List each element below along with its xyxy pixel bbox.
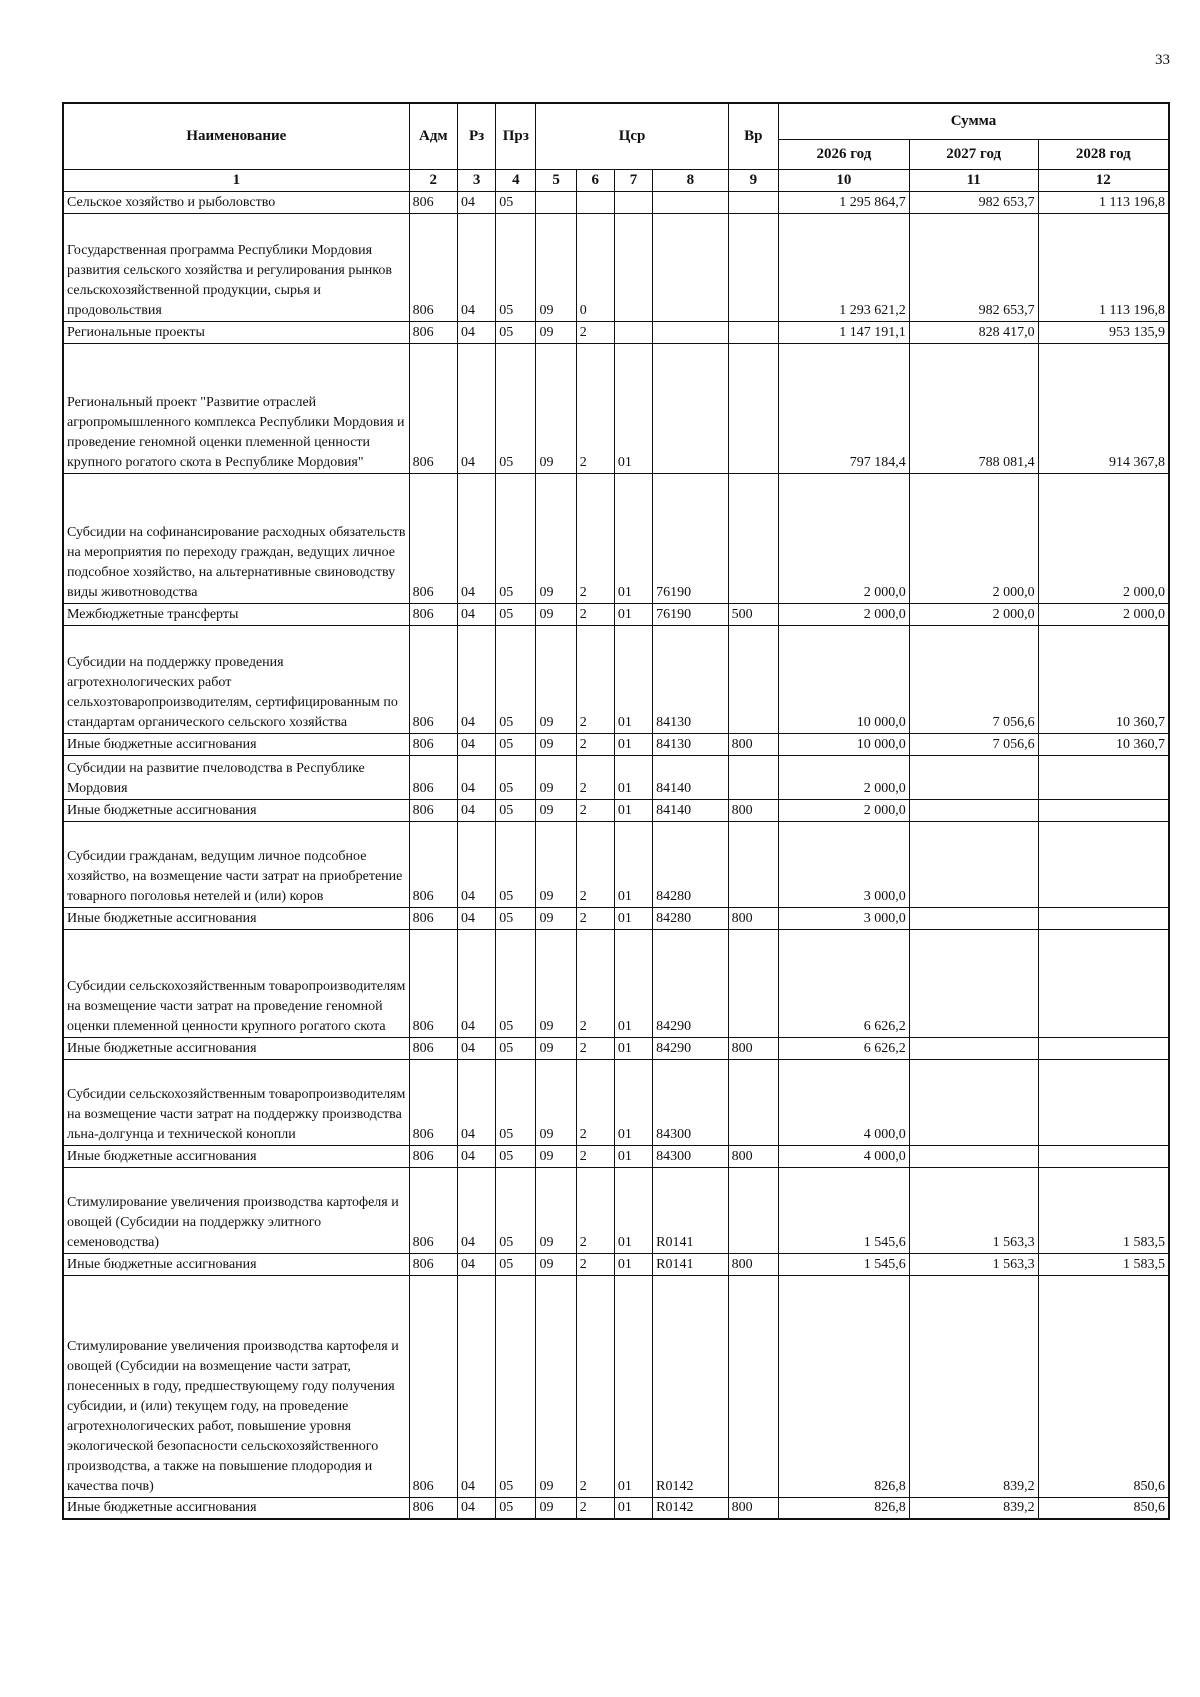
cell-rz: 04 — [457, 1497, 495, 1519]
cell-prz: 05 — [496, 473, 536, 603]
cell-sum-2026: 826,8 — [778, 1497, 909, 1519]
row-name: Стимулирование увеличения производства картофеля и овощей (Субсидии на возмещение части затрат, понесенных в году, предшествующему году получения субсидии, и (или) текущем году, на проведение агротехнологических работ, повышение уровня экологической безопасности сельскохозяйственного производства, а также на повышение плодородия и качества почв) — [63, 1275, 409, 1497]
header-csr: Цср — [536, 103, 728, 169]
header-summa: Сумма — [778, 103, 1169, 139]
cell-csr-5: 09 — [536, 1059, 576, 1145]
cell-sum-2028 — [1038, 799, 1169, 821]
cell-rz: 04 — [457, 191, 495, 213]
cell-rz: 04 — [457, 1167, 495, 1253]
table-row — [63, 625, 1169, 733]
cell-vr — [728, 1275, 778, 1497]
cell-vr: 800 — [728, 1497, 778, 1519]
table-row — [63, 907, 1169, 929]
cell-adm: 806 — [409, 755, 457, 799]
cell-sum-2027: 828 417,0 — [909, 321, 1038, 343]
cell-adm: 806 — [409, 603, 457, 625]
cell-csr-8 — [653, 321, 729, 343]
cell-csr-5: 09 — [536, 473, 576, 603]
cell-csr-7: 01 — [614, 1275, 652, 1497]
row-name: Иные бюджетные ассигнования — [63, 1253, 409, 1275]
cell-csr-7: 01 — [614, 733, 652, 755]
cell-sum-2028: 1 583,5 — [1038, 1167, 1169, 1253]
row-name: Иные бюджетные ассигнования — [63, 907, 409, 929]
cell-rz: 04 — [457, 603, 495, 625]
cell-csr-7: 01 — [614, 1145, 652, 1167]
cell-csr-8 — [653, 213, 729, 321]
cell-csr-7: 01 — [614, 1037, 652, 1059]
cell-prz: 05 — [496, 755, 536, 799]
table-row — [63, 799, 1169, 821]
cell-sum-2027: 7 056,6 — [909, 625, 1038, 733]
cell-sum-2027: 2 000,0 — [909, 473, 1038, 603]
cell-csr-6: 2 — [576, 1167, 614, 1253]
cell-sum-2026: 10 000,0 — [778, 625, 909, 733]
column-number: 7 — [614, 169, 652, 191]
cell-prz: 05 — [496, 929, 536, 1037]
row-name: Региональные проекты — [63, 321, 409, 343]
cell-sum-2026: 2 000,0 — [778, 799, 909, 821]
header-year-2027: 2027 год — [909, 139, 1038, 169]
cell-rz: 04 — [457, 929, 495, 1037]
cell-csr-7: 01 — [614, 603, 652, 625]
table-row — [63, 1037, 1169, 1059]
table-row — [63, 603, 1169, 625]
table-row — [63, 191, 1169, 213]
header-year-2026: 2026 год — [778, 139, 909, 169]
cell-prz: 05 — [496, 1497, 536, 1519]
column-number-row — [63, 169, 1169, 191]
cell-rz: 04 — [457, 343, 495, 473]
column-number: 11 — [909, 169, 1038, 191]
row-name: Иные бюджетные ассигнования — [63, 1037, 409, 1059]
cell-csr-6: 2 — [576, 625, 614, 733]
cell-csr-7: 01 — [614, 821, 652, 907]
cell-rz: 04 — [457, 799, 495, 821]
row-name: Субсидии на поддержку проведения агротехнологических работ сельхозтоваропроизводителям, сертифицированным по стандартам органического сельского хозяйства — [63, 625, 409, 733]
cell-csr-8: 76190 — [653, 473, 729, 603]
header-name: Наименование — [63, 103, 409, 169]
table-row — [63, 733, 1169, 755]
cell-csr-5: 09 — [536, 1275, 576, 1497]
cell-adm: 806 — [409, 1145, 457, 1167]
cell-vr: 800 — [728, 907, 778, 929]
column-number: 5 — [536, 169, 576, 191]
cell-prz: 05 — [496, 343, 536, 473]
table-row — [63, 321, 1169, 343]
cell-sum-2028 — [1038, 1145, 1169, 1167]
cell-vr — [728, 1059, 778, 1145]
header-adm: Адм — [409, 103, 457, 169]
cell-csr-6: 2 — [576, 733, 614, 755]
cell-csr-6: 2 — [576, 603, 614, 625]
cell-sum-2028: 2 000,0 — [1038, 603, 1169, 625]
row-name: Сельское хозяйство и рыболовство — [63, 191, 409, 213]
cell-prz: 05 — [496, 907, 536, 929]
cell-adm: 806 — [409, 191, 457, 213]
table-row — [63, 821, 1169, 907]
cell-sum-2028 — [1038, 821, 1169, 907]
cell-csr-8: 84140 — [653, 799, 729, 821]
column-number: 6 — [576, 169, 614, 191]
cell-adm: 806 — [409, 929, 457, 1037]
row-name: Иные бюджетные ассигнования — [63, 1145, 409, 1167]
cell-vr: 800 — [728, 1037, 778, 1059]
cell-csr-6: 2 — [576, 1497, 614, 1519]
row-name: Субсидии на развитие пчеловодства в Республике Мордовия — [63, 755, 409, 799]
table-row — [63, 1167, 1169, 1253]
cell-adm: 806 — [409, 799, 457, 821]
cell-csr-8: R0142 — [653, 1497, 729, 1519]
row-name: Государственная программа Республики Мордовия развития сельского хозяйства и регулирования рынков сельскохозяйственной продукции, сырья и продовольствия — [63, 213, 409, 321]
cell-sum-2028: 2 000,0 — [1038, 473, 1169, 603]
cell-sum-2027: 982 653,7 — [909, 213, 1038, 321]
cell-csr-7: 01 — [614, 1497, 652, 1519]
cell-csr-5: 09 — [536, 343, 576, 473]
cell-sum-2027: 839,2 — [909, 1275, 1038, 1497]
cell-rz: 04 — [457, 1275, 495, 1497]
column-number: 3 — [457, 169, 495, 191]
cell-csr-7: 01 — [614, 1059, 652, 1145]
cell-csr-6: 2 — [576, 1145, 614, 1167]
table-row — [63, 473, 1169, 603]
cell-sum-2026: 3 000,0 — [778, 907, 909, 929]
cell-csr-5: 09 — [536, 1145, 576, 1167]
cell-sum-2028: 10 360,7 — [1038, 733, 1169, 755]
cell-prz: 05 — [496, 1253, 536, 1275]
cell-rz: 04 — [457, 907, 495, 929]
cell-sum-2026: 6 626,2 — [778, 1037, 909, 1059]
cell-csr-8: 84300 — [653, 1059, 729, 1145]
table-row — [63, 1059, 1169, 1145]
cell-sum-2027 — [909, 755, 1038, 799]
cell-sum-2027 — [909, 1037, 1038, 1059]
cell-sum-2028 — [1038, 1059, 1169, 1145]
cell-sum-2026: 797 184,4 — [778, 343, 909, 473]
cell-adm: 806 — [409, 1037, 457, 1059]
cell-vr: 800 — [728, 1253, 778, 1275]
cell-csr-6: 2 — [576, 473, 614, 603]
cell-csr-5: 09 — [536, 1037, 576, 1059]
cell-adm: 806 — [409, 821, 457, 907]
cell-vr — [728, 473, 778, 603]
cell-csr-5: 09 — [536, 755, 576, 799]
table-row — [63, 1275, 1169, 1497]
column-number: 2 — [409, 169, 457, 191]
cell-csr-7 — [614, 321, 652, 343]
cell-vr — [728, 625, 778, 733]
cell-sum-2028: 850,6 — [1038, 1275, 1169, 1497]
cell-csr-5: 09 — [536, 1167, 576, 1253]
cell-rz: 04 — [457, 1145, 495, 1167]
cell-sum-2028 — [1038, 755, 1169, 799]
cell-vr — [728, 929, 778, 1037]
row-name: Субсидии сельскохозяйственным товаропроизводителям на возмещение части затрат на поддержку производства льна-долгунца и технической конопли — [63, 1059, 409, 1145]
cell-csr-7: 01 — [614, 929, 652, 1037]
header-row-1 — [63, 103, 1169, 139]
cell-rz: 04 — [457, 1037, 495, 1059]
cell-vr: 500 — [728, 603, 778, 625]
cell-csr-7: 01 — [614, 1167, 652, 1253]
cell-rz: 04 — [457, 821, 495, 907]
cell-vr — [728, 1167, 778, 1253]
cell-sum-2026: 1 295 864,7 — [778, 191, 909, 213]
cell-sum-2027: 2 000,0 — [909, 603, 1038, 625]
cell-prz: 05 — [496, 625, 536, 733]
cell-adm: 806 — [409, 473, 457, 603]
header-prz: Прз — [496, 103, 536, 169]
cell-prz: 05 — [496, 733, 536, 755]
table-row — [63, 929, 1169, 1037]
cell-csr-7: 01 — [614, 799, 652, 821]
cell-csr-6: 2 — [576, 1275, 614, 1497]
cell-csr-8: 84280 — [653, 821, 729, 907]
column-number: 8 — [653, 169, 729, 191]
cell-sum-2027 — [909, 821, 1038, 907]
cell-csr-5: 09 — [536, 929, 576, 1037]
column-number: 1 — [63, 169, 409, 191]
table-row — [63, 1497, 1169, 1519]
cell-csr-6: 2 — [576, 321, 614, 343]
cell-csr-6: 2 — [576, 1253, 614, 1275]
cell-rz: 04 — [457, 473, 495, 603]
cell-csr-7 — [614, 191, 652, 213]
cell-csr-6: 2 — [576, 1037, 614, 1059]
cell-csr-6: 2 — [576, 929, 614, 1037]
cell-prz: 05 — [496, 603, 536, 625]
cell-csr-8: 84280 — [653, 907, 729, 929]
cell-sum-2027: 982 653,7 — [909, 191, 1038, 213]
table-row — [63, 1145, 1169, 1167]
cell-adm: 806 — [409, 907, 457, 929]
row-name: Стимулирование увеличения производства картофеля и овощей (Субсидии на поддержку элитного семеноводства) — [63, 1167, 409, 1253]
cell-sum-2028 — [1038, 929, 1169, 1037]
cell-sum-2027 — [909, 907, 1038, 929]
cell-vr — [728, 191, 778, 213]
cell-sum-2026: 2 000,0 — [778, 473, 909, 603]
header-rz: Рз — [457, 103, 495, 169]
cell-adm: 806 — [409, 213, 457, 321]
cell-sum-2028: 914 367,8 — [1038, 343, 1169, 473]
cell-csr-8: R0141 — [653, 1253, 729, 1275]
table-row — [63, 1253, 1169, 1275]
cell-csr-8: R0142 — [653, 1275, 729, 1497]
cell-adm: 806 — [409, 1253, 457, 1275]
cell-csr-5: 09 — [536, 603, 576, 625]
cell-sum-2026: 3 000,0 — [778, 821, 909, 907]
cell-csr-6: 2 — [576, 907, 614, 929]
cell-vr: 800 — [728, 1145, 778, 1167]
row-name: Субсидии гражданам, ведущим личное подсобное хозяйство, на возмещение части затрат на приобретение товарного поголовья нетелей и (или) коров — [63, 821, 409, 907]
cell-csr-8: 84300 — [653, 1145, 729, 1167]
cell-rz: 04 — [457, 625, 495, 733]
cell-sum-2026: 10 000,0 — [778, 733, 909, 755]
cell-sum-2026: 1 147 191,1 — [778, 321, 909, 343]
cell-vr: 800 — [728, 799, 778, 821]
cell-csr-7: 01 — [614, 625, 652, 733]
cell-csr-5: 09 — [536, 321, 576, 343]
cell-csr-6: 0 — [576, 213, 614, 321]
cell-csr-8 — [653, 343, 729, 473]
cell-sum-2027 — [909, 799, 1038, 821]
cell-vr — [728, 755, 778, 799]
cell-adm: 806 — [409, 625, 457, 733]
cell-csr-7: 01 — [614, 907, 652, 929]
cell-rz: 04 — [457, 755, 495, 799]
table-row — [63, 755, 1169, 799]
cell-prz: 05 — [496, 1059, 536, 1145]
row-name: Субсидии на софинансирование расходных обязательств на мероприятия по переходу граждан, ведущих личное подсобное хозяйство, на альтернативные свиноводству виды животноводства — [63, 473, 409, 603]
header-vr: Вр — [728, 103, 778, 169]
column-number: 12 — [1038, 169, 1169, 191]
cell-rz: 04 — [457, 1253, 495, 1275]
cell-sum-2027 — [909, 1059, 1038, 1145]
cell-prz: 05 — [496, 1167, 536, 1253]
cell-rz: 04 — [457, 213, 495, 321]
cell-adm: 806 — [409, 1275, 457, 1497]
cell-vr — [728, 321, 778, 343]
cell-sum-2026: 4 000,0 — [778, 1145, 909, 1167]
cell-csr-5: 09 — [536, 625, 576, 733]
cell-sum-2028 — [1038, 907, 1169, 929]
cell-csr-7: 01 — [614, 1253, 652, 1275]
cell-csr-8: 84130 — [653, 733, 729, 755]
cell-prz: 05 — [496, 1145, 536, 1167]
cell-csr-5: 09 — [536, 1497, 576, 1519]
cell-adm: 806 — [409, 1167, 457, 1253]
cell-csr-7 — [614, 213, 652, 321]
cell-prz: 05 — [496, 1275, 536, 1497]
column-number: 9 — [728, 169, 778, 191]
cell-csr-8: 84140 — [653, 755, 729, 799]
cell-csr-7: 01 — [614, 473, 652, 603]
cell-sum-2027: 788 081,4 — [909, 343, 1038, 473]
row-name: Иные бюджетные ассигнования — [63, 799, 409, 821]
cell-csr-8: 76190 — [653, 603, 729, 625]
cell-csr-6: 2 — [576, 1059, 614, 1145]
cell-prz: 05 — [496, 1037, 536, 1059]
cell-sum-2026: 1 545,6 — [778, 1253, 909, 1275]
cell-adm: 806 — [409, 1059, 457, 1145]
cell-sum-2028: 1 583,5 — [1038, 1253, 1169, 1275]
cell-csr-8: 84290 — [653, 929, 729, 1037]
cell-sum-2026: 2 000,0 — [778, 755, 909, 799]
cell-rz: 04 — [457, 321, 495, 343]
cell-vr: 800 — [728, 733, 778, 755]
budget-table-body — [63, 191, 1169, 1519]
cell-sum-2028: 1 113 196,8 — [1038, 213, 1169, 321]
cell-csr-5: 09 — [536, 733, 576, 755]
cell-sum-2026: 826,8 — [778, 1275, 909, 1497]
cell-csr-8: R0141 — [653, 1167, 729, 1253]
cell-prz: 05 — [496, 821, 536, 907]
cell-sum-2028: 953 135,9 — [1038, 321, 1169, 343]
cell-vr — [728, 343, 778, 473]
cell-sum-2027: 1 563,3 — [909, 1253, 1038, 1275]
cell-csr-7: 01 — [614, 343, 652, 473]
cell-csr-8: 84130 — [653, 625, 729, 733]
cell-csr-8 — [653, 191, 729, 213]
cell-adm: 806 — [409, 321, 457, 343]
cell-sum-2027: 839,2 — [909, 1497, 1038, 1519]
cell-prz: 05 — [496, 321, 536, 343]
cell-sum-2028: 850,6 — [1038, 1497, 1169, 1519]
cell-csr-6: 2 — [576, 755, 614, 799]
cell-csr-8: 84290 — [653, 1037, 729, 1059]
cell-sum-2028: 1 113 196,8 — [1038, 191, 1169, 213]
cell-prz: 05 — [496, 799, 536, 821]
cell-sum-2026: 4 000,0 — [778, 1059, 909, 1145]
cell-sum-2027 — [909, 929, 1038, 1037]
cell-csr-5: 09 — [536, 213, 576, 321]
cell-rz: 04 — [457, 733, 495, 755]
cell-csr-5: 09 — [536, 907, 576, 929]
cell-sum-2028: 10 360,7 — [1038, 625, 1169, 733]
column-number: 4 — [496, 169, 536, 191]
cell-csr-6: 2 — [576, 799, 614, 821]
cell-sum-2027 — [909, 1145, 1038, 1167]
cell-csr-5: 09 — [536, 799, 576, 821]
row-name: Иные бюджетные ассигнования — [63, 1497, 409, 1519]
cell-csr-7: 01 — [614, 755, 652, 799]
column-number: 10 — [778, 169, 909, 191]
cell-sum-2027: 1 563,3 — [909, 1167, 1038, 1253]
cell-sum-2026: 1 293 621,2 — [778, 213, 909, 321]
header-year-2028: 2028 год — [1038, 139, 1169, 169]
cell-adm: 806 — [409, 733, 457, 755]
page-number: 33 — [1155, 52, 1170, 68]
cell-sum-2027: 7 056,6 — [909, 733, 1038, 755]
table-row — [63, 343, 1169, 473]
cell-sum-2026: 6 626,2 — [778, 929, 909, 1037]
cell-csr-6 — [576, 191, 614, 213]
cell-rz: 04 — [457, 1059, 495, 1145]
cell-adm: 806 — [409, 343, 457, 473]
row-name: Межбюджетные трансферты — [63, 603, 409, 625]
cell-csr-5: 09 — [536, 821, 576, 907]
budget-table — [62, 102, 1170, 1520]
cell-sum-2028 — [1038, 1037, 1169, 1059]
cell-csr-6: 2 — [576, 821, 614, 907]
cell-prz: 05 — [496, 213, 536, 321]
cell-csr-5 — [536, 191, 576, 213]
cell-csr-6: 2 — [576, 343, 614, 473]
cell-adm: 806 — [409, 1497, 457, 1519]
cell-prz: 05 — [496, 191, 536, 213]
cell-vr — [728, 213, 778, 321]
cell-sum-2026: 2 000,0 — [778, 603, 909, 625]
table-row — [63, 213, 1169, 321]
cell-csr-5: 09 — [536, 1253, 576, 1275]
cell-vr — [728, 821, 778, 907]
row-name: Региональный проект "Развитие отраслей агропромышленного комплекса Республики Мордовия и проведение геномной оценки племенной ценности крупного рогатого скота в Республике Мордовия" — [63, 343, 409, 473]
row-name: Иные бюджетные ассигнования — [63, 733, 409, 755]
cell-sum-2026: 1 545,6 — [778, 1167, 909, 1253]
row-name: Субсидии сельскохозяйственным товаропроизводителям на возмещение части затрат на проведение геномной оценки племенной ценности крупного рогатого скота — [63, 929, 409, 1037]
